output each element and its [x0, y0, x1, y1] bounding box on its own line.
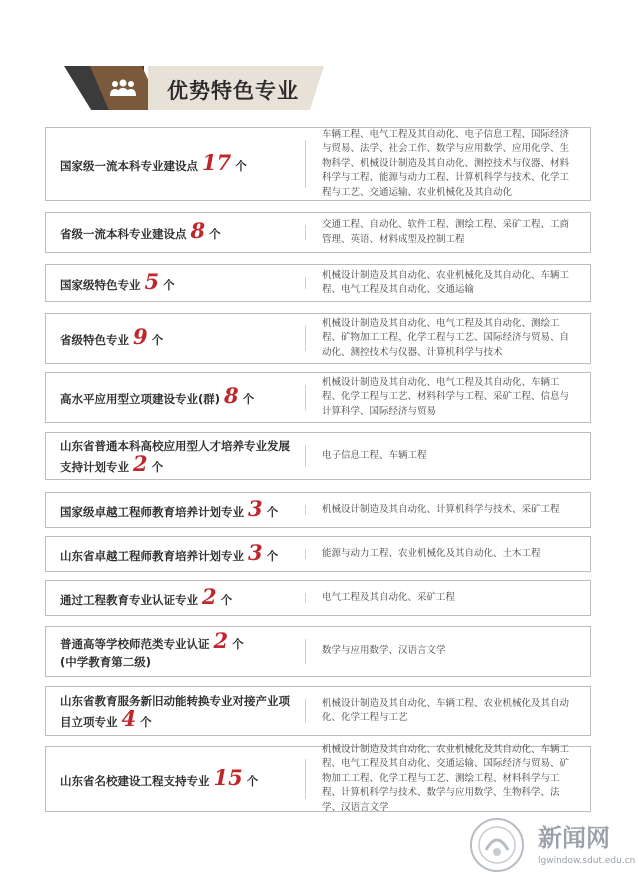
list-item: [45, 432, 591, 480]
item-count: 2: [213, 628, 229, 653]
item-count: 8: [190, 218, 206, 243]
list-item: [45, 372, 591, 423]
divider: [305, 225, 306, 240]
divider: [305, 326, 306, 351]
item-majors: 电气工程及其自动化、采矿工程: [322, 591, 456, 603]
item-count: 8: [224, 383, 239, 408]
item-count: 17: [202, 149, 232, 175]
item-count: 4: [121, 705, 137, 731]
list-item: [45, 264, 591, 302]
item-label: 山东省名校建设工程支持专业 15 个: [60, 764, 259, 790]
divider: [305, 277, 306, 289]
item-count: 3: [248, 539, 263, 565]
item-count: 2: [133, 450, 148, 476]
item-majors: 机械设计制造及其自动化、农业机械化及其自动化、车辆工程、电气工程及其自动化、交通运输: [322, 269, 570, 295]
item-label: 省级一流本科专业建设点 8 个: [60, 218, 221, 243]
item-label: 通过工程教育专业认证专业 2 个: [60, 583, 233, 609]
item-label: 普通高等学校师范类专业认证 2 个 (中学教育第二级): [60, 628, 244, 669]
item-majors: 机械设计制造及其自动化、电气工程及其自动化、测绘工程、矿物加工工程、化学工程与工艺、国际经济与贸易、自动化、测控技术与仪器、计算机科学与技术: [322, 317, 570, 358]
item-label: 国家级一流本科专业建设点 17 个: [60, 149, 247, 175]
divider: [305, 593, 306, 603]
item-majors: 机械设计制造及其自动化、计算机科学与技术、采矿工程: [322, 503, 560, 515]
list-item: [45, 686, 591, 736]
divider: [305, 549, 306, 559]
divider: [305, 759, 306, 799]
item-majors: 机械设计制造及其自动化、电气工程及其自动化、车辆工程、化学工程与工艺、材料科学与工程、采矿工程、信息与计算科学、国际经济与贸易: [322, 376, 570, 417]
item-majors: 交通工程、自动化、软件工程、测绘工程、采矿工程、工商管理、英语、材料成型及控制工程: [322, 219, 570, 245]
item-label: 山东省普通本科高校应用型人才培养专业发展支持计划专业 2 个: [60, 438, 290, 476]
item-majors: 机械设计制造及其自动化、车辆工程、农业机械化及其自动化、化学工程与工艺: [322, 697, 570, 723]
list-item: [45, 492, 591, 528]
list-item: [45, 536, 591, 572]
item-label: 高水平应用型立项建设专业(群) 8 个: [60, 383, 255, 408]
list-item: [45, 212, 591, 253]
item-sublabel: (中学教育第二级): [60, 655, 152, 669]
item-majors: 电子信息工程、车辆工程: [322, 449, 427, 461]
news-watermark: [448, 806, 639, 881]
divider: [305, 445, 306, 467]
item-count: 2: [202, 583, 217, 609]
item-count: 9: [133, 324, 148, 349]
item-majors: 车辆工程、电气工程及其自动化、电子信息工程、国际经济与贸易、法学、社会工作、数学与应用数学、应用化学、生物科学、机械设计制造及其自动化、测控技术与仪器、材料科学与工程、能源与动力工程、计算机科学与技术、化学工程与工艺、交通运输、农业机械化及其自动化: [322, 128, 570, 198]
item-label: 国家级特色专业 5 个: [60, 268, 175, 294]
list-item: [45, 626, 591, 677]
list-item: [45, 580, 591, 616]
list-item: [45, 127, 591, 201]
item-count: 5: [144, 268, 160, 294]
divider: [305, 699, 306, 723]
divider: [305, 505, 306, 515]
divider: [305, 385, 306, 410]
item-label: 国家级卓越工程师教育培养计划专业 3 个: [60, 495, 279, 521]
item-majors: 能源与动力工程、农业机械化及其自动化、土木工程: [322, 547, 541, 559]
university-seal-icon: [468, 816, 526, 874]
item-count: 3: [248, 495, 263, 521]
list-item: [45, 743, 591, 813]
item-count: 15: [213, 764, 243, 790]
list-item: [45, 313, 591, 364]
watermark-text: 新闻网: [538, 824, 610, 852]
item-label: 省级特色专业 9 个: [60, 324, 164, 349]
section-header: [64, 66, 324, 110]
people-icon: [108, 79, 138, 97]
item-label: 山东省卓越工程师教育培养计划专业 3 个: [60, 539, 279, 565]
divider: [305, 140, 306, 188]
page-title: 优势特色专业: [167, 79, 299, 103]
watermark-url: lgwindow.sdut.edu.cn: [538, 856, 636, 866]
item-majors: 数学与应用数学、汉语言文学: [322, 645, 446, 657]
item-majors: 机械设计制造及其自动化、农业机械化及其自动化、车辆工程、电气工程及其自动化、交通运输、国际经济与贸易、矿物加工工程、化学工程与工艺、测绘工程、材料科学与工程、计算机科学与技术、数学与应用数学、生物科学、法学、汉语言文学: [322, 743, 570, 813]
item-label: 山东省教育服务新旧动能转换专业对接产业项目立项专业 4 个: [60, 693, 290, 731]
divider: [305, 639, 306, 664]
